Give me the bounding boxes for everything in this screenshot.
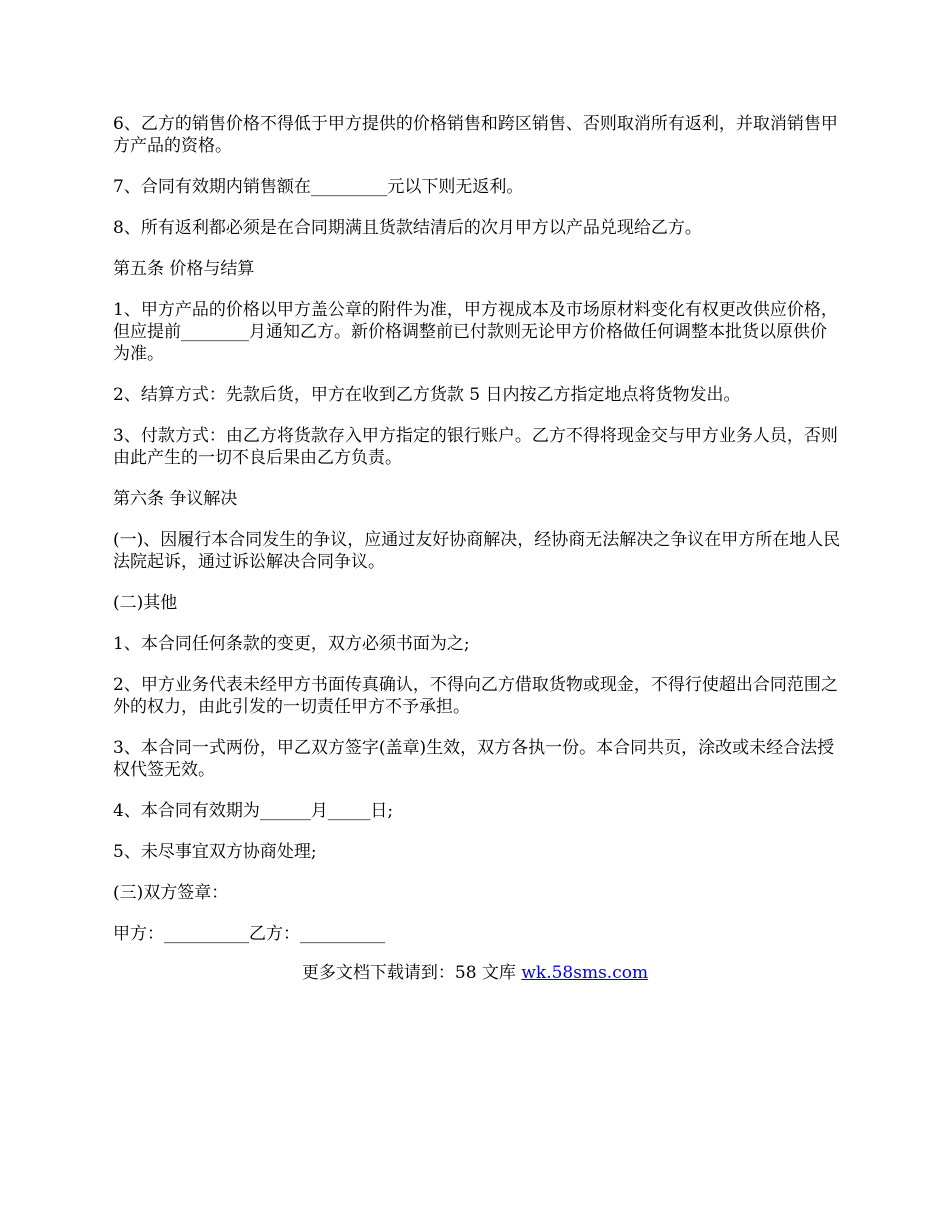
- paragraph: 2、结算方式：先款后货，甲方在收到乙方货款 5 日内按乙方指定地点将货物发出。: [113, 385, 741, 405]
- footer-text: 更多文档下载请到：58 文库: [301, 963, 522, 983]
- document-body: [113, 113, 841, 964]
- signature-line: 甲方：__________乙方：__________: [113, 924, 385, 944]
- paragraph: 5、未尽事宜双方协商处理;: [113, 842, 317, 862]
- paragraph: 7、合同有效期内销售额在_________元以下则无返利。: [113, 177, 524, 197]
- paragraph: 3、本合同一式两份，甲乙双方签字(盖章)生效，双方各执一份。本合同共页，涂改或未经合法授权代签无效。: [113, 738, 835, 780]
- subsection-heading: (二)其他: [113, 593, 178, 613]
- footer: [0, 962, 950, 984]
- section-heading: 第五条 价格与结算: [113, 259, 255, 279]
- paragraph: 8、所有返利都必须是在合同期满且货款结清后的次月甲方以产品兑现给乙方。: [113, 218, 702, 238]
- paragraph: 1、甲方产品的价格以甲方盖公章的附件为准，甲方视成本及市场原材料变化有权更改供应价格，但应提前________月通知乙方。新价格调整前已付款则无论甲方价格做任何调整本批货以原供价为准。: [113, 300, 838, 364]
- footer-link[interactable]: wk.58sms.com: [521, 963, 649, 983]
- subsection-heading: (三)双方签章：: [113, 883, 229, 903]
- paragraph: 2、甲方业务代表未经甲方书面传真确认，不得向乙方借取货物或现金，不得行使超出合同范围之外的权力，由此引发的一切责任甲方不予承担。: [113, 675, 838, 717]
- paragraph: 1、本合同任何条款的变更，双方必须书面为之;: [113, 634, 470, 654]
- paragraph: 4、本合同有效期为______月_____日;: [113, 801, 394, 821]
- paragraph: 3、付款方式：由乙方将货款存入甲方指定的银行账户。乙方不得将现金交与甲方业务人员，否则由此产生的一切不良后果由乙方负责。: [113, 426, 838, 468]
- paragraph: (一)、因履行本合同发生的争议，应通过友好协商解决，经协商无法解决之争议在甲方所在地人民法院起诉，通过诉讼解决合同争议。: [113, 530, 841, 572]
- section-heading: 第六条 争议解决: [113, 489, 238, 509]
- paragraph: 6、乙方的销售价格不得低于甲方提供的价格销售和跨区销售、否则取消所有返利，并取消销售甲方产品的资格。: [113, 114, 838, 156]
